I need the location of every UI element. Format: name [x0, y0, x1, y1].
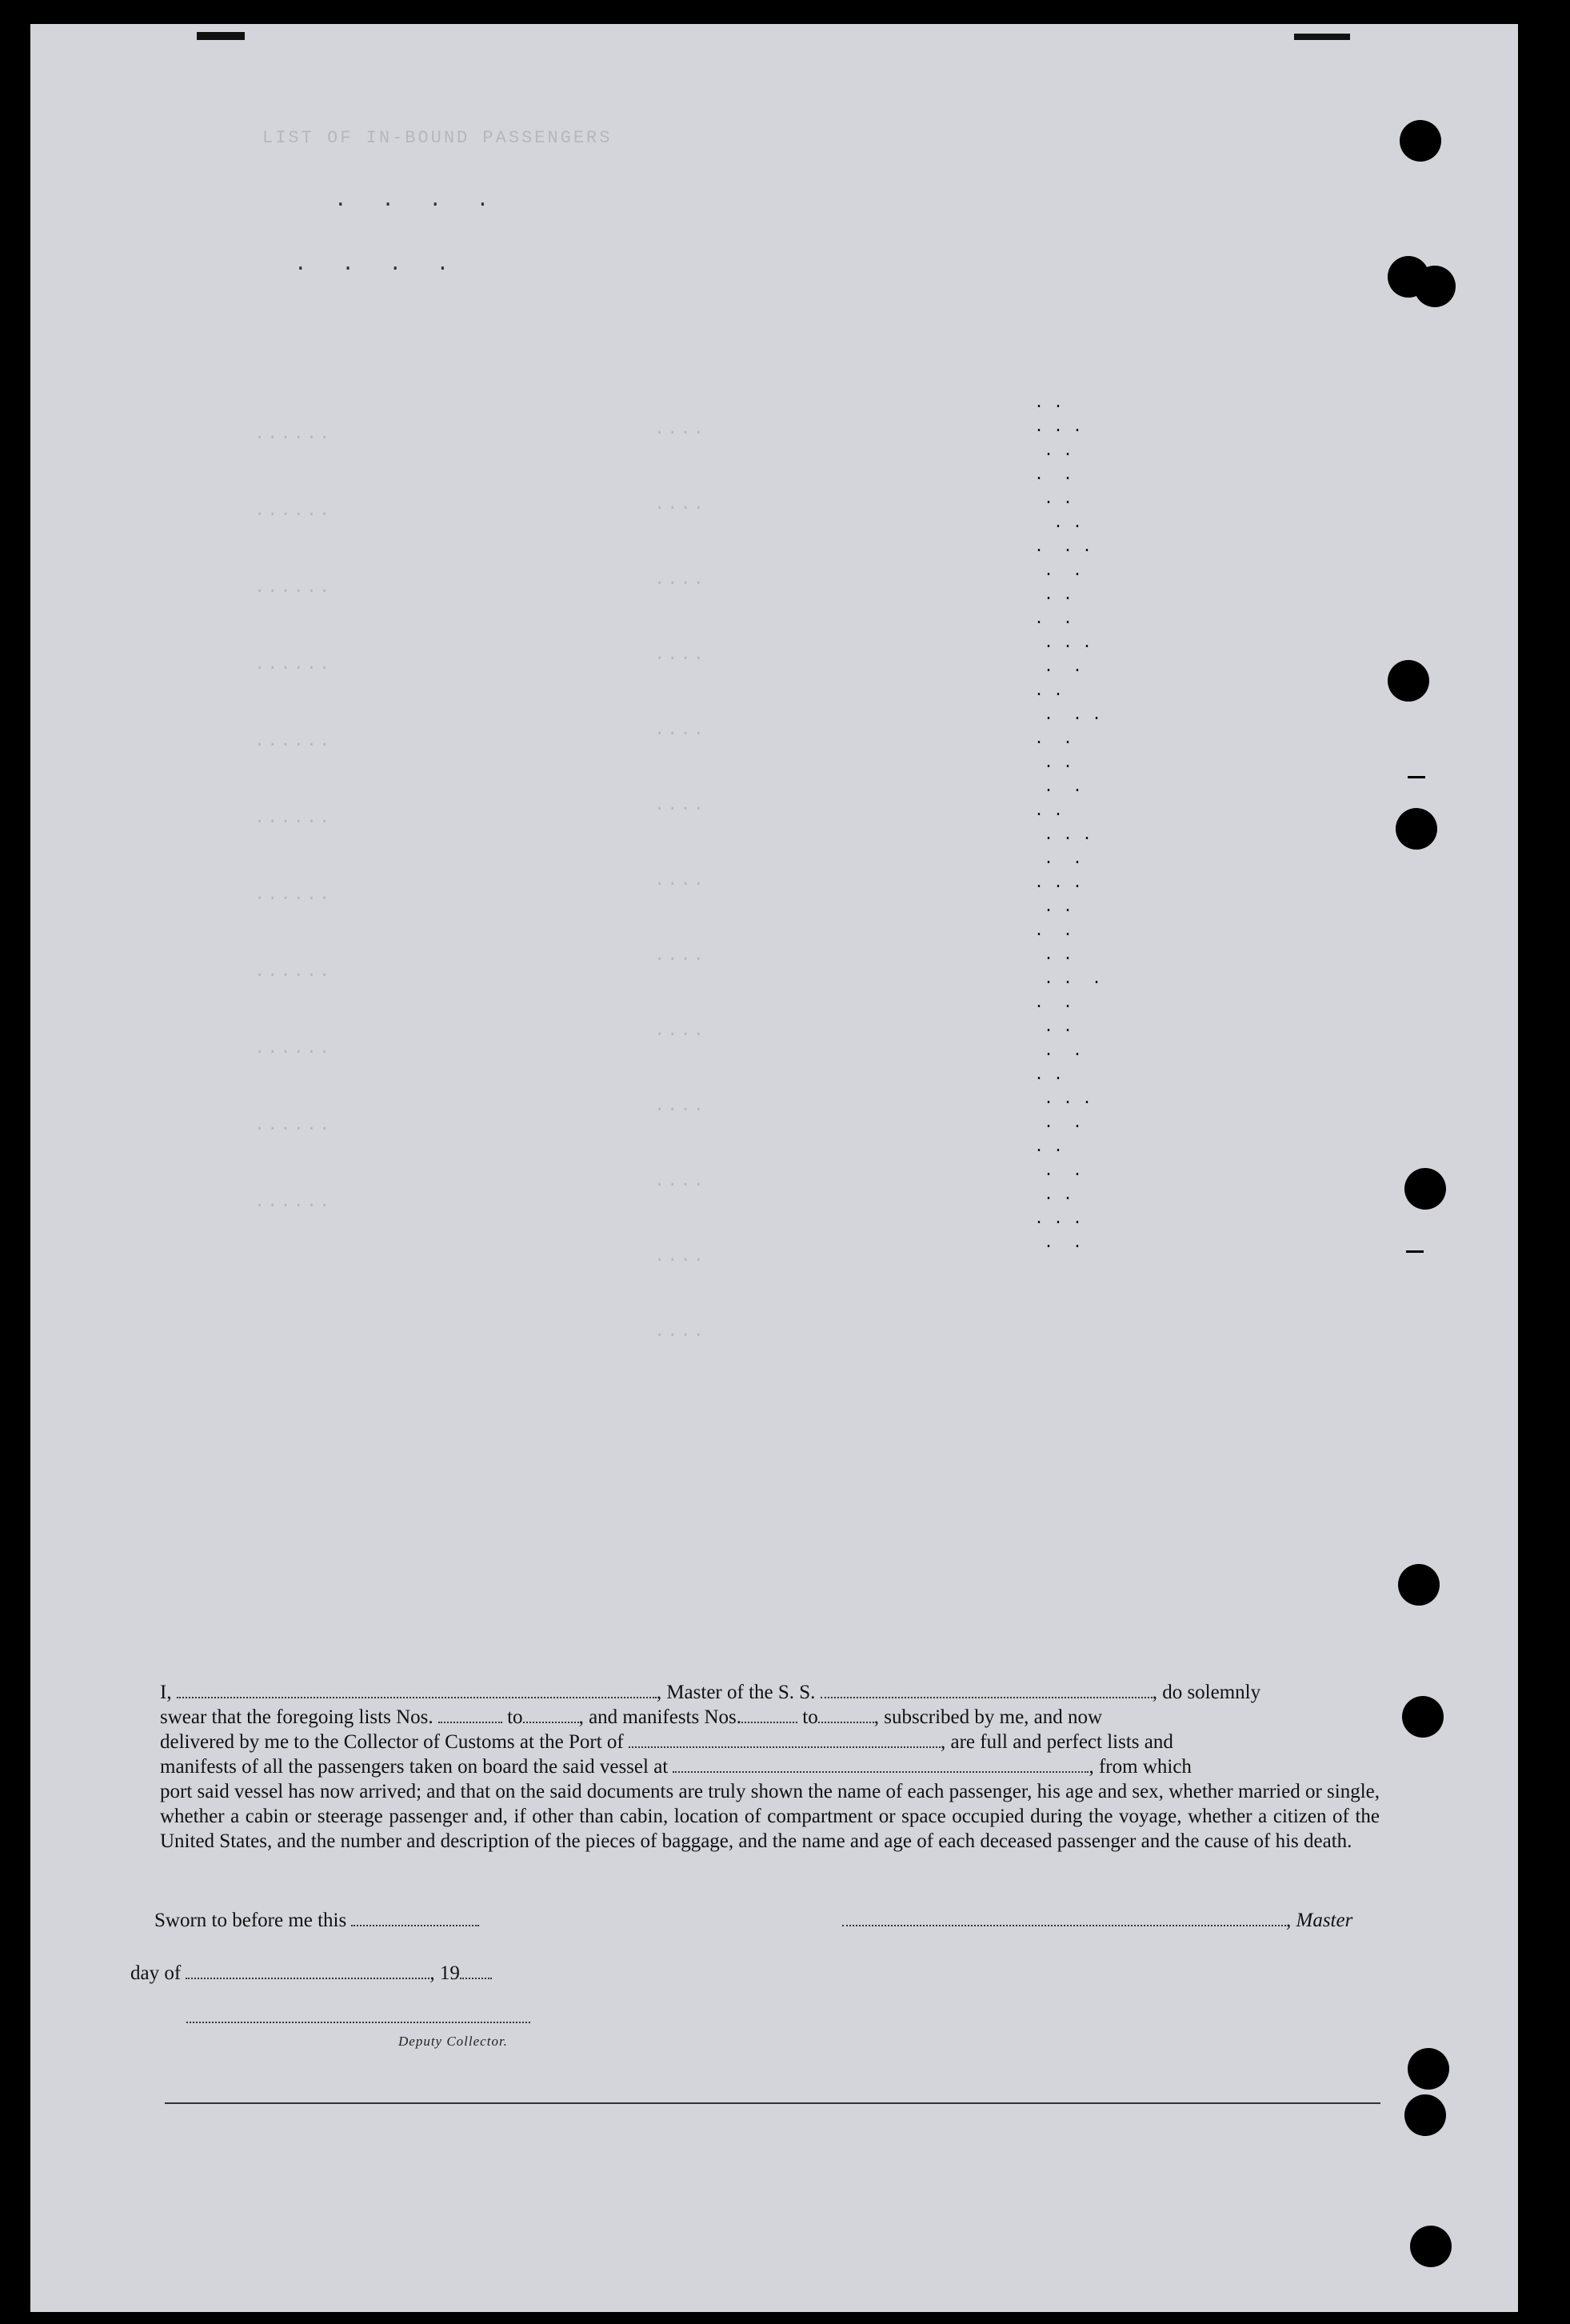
oath-text: delivered by me to the Collector of Customs at the Port of	[160, 1731, 629, 1753]
punch-hole	[1402, 1696, 1444, 1738]
faded-cell: ......	[254, 578, 333, 598]
punch-hole	[1398, 1564, 1440, 1606]
scan-mark	[197, 32, 245, 40]
faded-column-left	[254, 396, 332, 1241]
faded-header-dots-2: . . . .	[294, 252, 461, 276]
document-page	[30, 24, 1518, 2312]
oath-text: to	[501, 1706, 523, 1728]
punch-hole	[1400, 120, 1441, 162]
faded-cell: ......	[254, 424, 333, 444]
oath-text: , do solemnly	[1152, 1682, 1261, 1703]
faded-cell: ....	[654, 795, 706, 815]
passenger-list-dots: . . . . . . . . . . . . . . . . . . . . . . . . . . . . . . . . . . . . . . . . . . . . . . . . . . . . . . . . . . . . . . . . . . . . . . . . . . . . . . . . .	[1034, 394, 1102, 1253]
faded-column-mid	[654, 392, 706, 1370]
oath-text: , and manifests Nos.	[578, 1706, 742, 1728]
oath-text: , are full and perfect lists and	[941, 1731, 1173, 1753]
punch-hole	[1396, 808, 1437, 850]
faded-cell: ....	[654, 870, 706, 890]
faded-cell: ......	[254, 1192, 333, 1212]
faded-cell: ......	[254, 962, 333, 982]
faded-cell: ......	[254, 1115, 333, 1135]
day-of-label: day of	[130, 1962, 186, 1984]
margin-tick	[1408, 776, 1425, 778]
faded-cell: ....	[654, 1096, 706, 1116]
faded-cell: ......	[254, 885, 333, 905]
faded-cell: ......	[254, 501, 333, 521]
punch-hole	[1408, 2048, 1449, 2090]
bottom-rule	[165, 2102, 1380, 2104]
oath-text: manifests of all the passengers taken on board the said vessel at	[160, 1756, 673, 1778]
master-label: Master	[1296, 1910, 1353, 1931]
faded-header-title: LIST OF IN-BOUND PASSENGERS	[262, 128, 613, 148]
faded-cell: ....	[654, 570, 706, 590]
faded-cell: ....	[654, 645, 706, 665]
margin-tick	[1406, 1250, 1424, 1253]
faded-cell: ....	[654, 419, 706, 439]
sworn-label: Sworn to before me this	[154, 1910, 352, 1931]
faded-cell: ....	[654, 720, 706, 740]
sworn-row	[154, 1910, 479, 1932]
oath-text: , subscribed by me, and now	[873, 1706, 1103, 1728]
oath-text: , Master of the S. S.	[656, 1682, 821, 1703]
faded-cell: ....	[654, 1171, 706, 1191]
punch-hole	[1388, 660, 1429, 702]
faded-cell: ....	[654, 1322, 706, 1342]
oath-text: , from which	[1089, 1756, 1192, 1778]
faded-cell: ....	[654, 1021, 706, 1041]
oath-paragraph	[160, 1680, 1380, 1854]
master-signature-row: , Master	[842, 1910, 1352, 1932]
year-label: , 19	[429, 1962, 460, 1984]
oath-text: swear that the foregoing lists Nos.	[160, 1706, 438, 1728]
faded-cell: ....	[654, 494, 706, 514]
faded-cell: ......	[254, 808, 333, 828]
oath-text: to	[797, 1706, 818, 1728]
punch-hole	[1404, 1168, 1446, 1210]
punch-hole	[1410, 2226, 1452, 2267]
faded-cell: ......	[254, 731, 333, 751]
faded-cell: ....	[654, 946, 706, 966]
oath-text-rest: port said vessel has now arrived; and that on the said documents are truly shown the name of each passenger, his age and sex, whether married or single, whether a cabin or steerage passenger and, if other than cabin, location of compartment or space occupied during the voyage, whether a citizen of the United States, and the number and description of the pieces of baggage, and the name and age of each deceased passenger and the cause of his death.	[160, 1781, 1380, 1852]
faded-cell: ......	[254, 654, 333, 674]
deputy-signature-line	[186, 2006, 530, 2029]
oath-text: I,	[160, 1682, 177, 1703]
punch-hole	[1404, 2094, 1446, 2136]
faded-cell: ....	[654, 1246, 706, 1266]
deputy-collector-label: Deputy Collector.	[398, 2034, 508, 2049]
scan-mark	[1294, 34, 1350, 40]
faded-header-dots-1: . . . .	[334, 188, 501, 212]
faded-cell: ......	[254, 1038, 333, 1058]
day-of-row	[130, 1962, 492, 1985]
punch-hole	[1414, 266, 1456, 307]
